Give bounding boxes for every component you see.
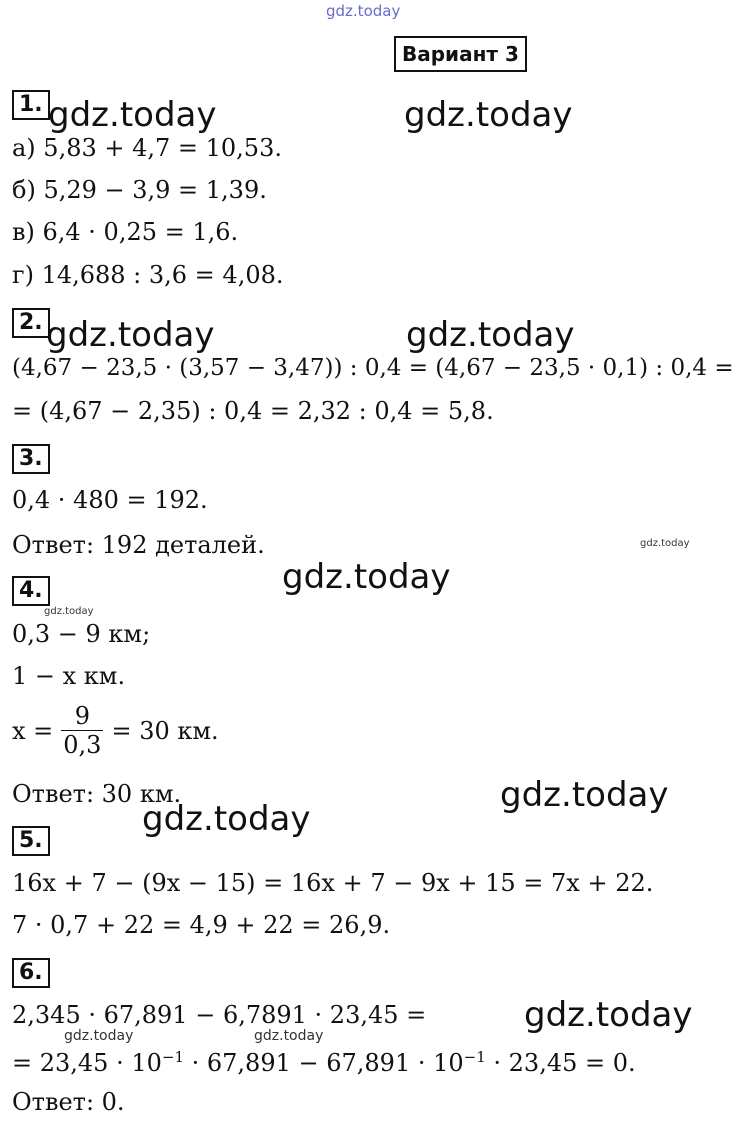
watermark: gdz.today	[500, 775, 669, 815]
task4-fraction	[61, 702, 103, 759]
watermark-small: gdz.today	[254, 1028, 324, 1044]
task4-equation	[12, 702, 219, 759]
task4-line-1: 0,3 − 9 км;	[12, 620, 151, 648]
task-number-1: 1.	[12, 90, 50, 120]
watermark: gdz.today	[142, 799, 311, 839]
variant-title: Вариант 3	[394, 36, 527, 72]
task2-line-2: = (4,67 − 2,35) : 0,4 = 2,32 : 0,4 = 5,8.	[12, 397, 494, 425]
task-number-5: 5.	[12, 826, 50, 856]
task-number-3: 3.	[12, 444, 50, 474]
task5-line-2: 7 · 0,7 + 22 = 4,9 + 22 = 26,9.	[12, 911, 391, 939]
task6-answer: Ответ: 0.	[12, 1088, 125, 1116]
task-number-2: 2.	[12, 308, 50, 338]
task6-line-2	[12, 1043, 636, 1077]
task6-part-b: · 67,891 − 67,891 · 10	[184, 1049, 464, 1077]
watermark: gdz.today	[282, 557, 451, 597]
task3-answer: Ответ: 192 деталей.	[12, 531, 265, 559]
task4-frac-num: 9	[74, 702, 90, 730]
watermark-small: gdz.today	[64, 1028, 134, 1044]
task6-exp-2: −1	[463, 1048, 486, 1066]
task3-line-1: 0,4 · 480 = 192.	[12, 486, 208, 514]
task1-line-a: а) 5,83 + 4,7 = 10,53.	[12, 134, 282, 162]
task4-frac-den: 0,3	[63, 731, 102, 759]
task-number-4: 4.	[12, 576, 50, 606]
watermark: gdz.today	[524, 995, 693, 1035]
task6-exp-1: −1	[161, 1048, 184, 1066]
task5-line-1: 16x + 7 − (9x − 15) = 16x + 7 − 9x + 15 = 7x + 22.	[12, 869, 654, 897]
watermark: gdz.today	[406, 315, 575, 355]
task4-line-2: 1 − x км.	[12, 662, 126, 690]
task4-answer: Ответ: 30 км.	[12, 780, 182, 808]
task1-line-b: б) 5,29 − 3,9 = 1,39.	[12, 176, 267, 204]
task4-eq-right: = 30 км.	[111, 716, 219, 745]
task6-part-a: = 23,45 · 10	[12, 1049, 162, 1077]
task2-line-1: (4,67 − 23,5 · (3,57 − 3,47)) : 0,4 = (4,67 − 23,5 · 0,1) : 0,4 =	[12, 355, 734, 381]
task6-part-c: · 23,45 = 0.	[485, 1049, 636, 1077]
task-number-6: 6.	[12, 958, 50, 988]
task1-line-d: г) 14,688 : 3,6 = 4,08.	[12, 261, 284, 289]
watermark-small: gdz.today	[640, 538, 690, 549]
watermark: gdz.today	[48, 95, 217, 135]
watermark: gdz.today	[46, 315, 215, 355]
watermark-small: gdz.today	[44, 606, 94, 617]
task4-eq-left: x =	[12, 716, 54, 745]
site-watermark-top: gdz.today	[326, 2, 401, 20]
task6-line-1: 2,345 · 67,891 − 6,7891 · 23,45 =	[12, 1001, 427, 1029]
watermark: gdz.today	[404, 95, 573, 135]
task1-line-c: в) 6,4 · 0,25 = 1,6.	[12, 218, 239, 246]
